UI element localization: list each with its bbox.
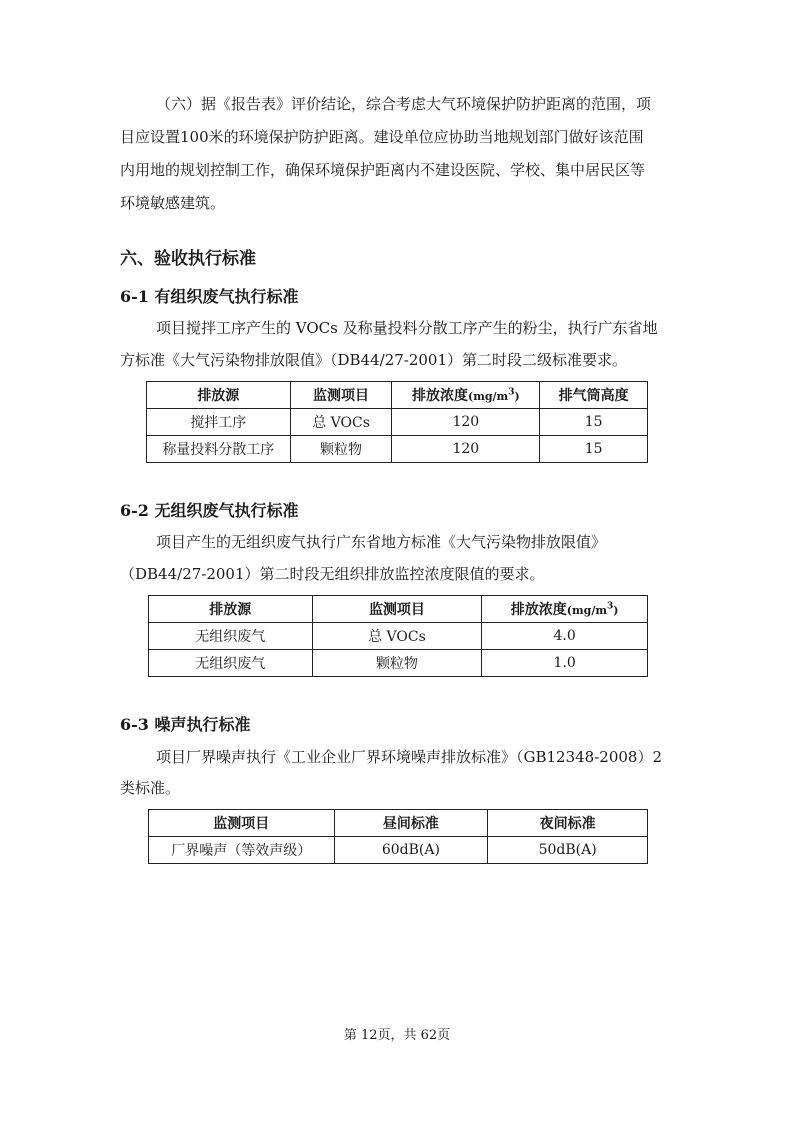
table-cell: 总 VOCs [290,409,392,436]
table-row [149,650,648,677]
unit-label: (mg/m [566,604,607,617]
page-number-footer: 第 12页，共 62页 [343,1028,451,1043]
table-cell: 15 [540,436,648,463]
table-header-row [149,810,648,837]
s61-line-2: 方标准《大气污染物排放限值》（DB44/27-2001）第二时段二级标准要求。 [120,351,628,369]
unit-close: ) [514,390,520,403]
table-cell: 1.0 [482,650,648,677]
table-cell: 120 [392,409,540,436]
s63-line-1: 项目厂界噪声执行《工业企业厂界环境噪声排放标准》（GB12348-2008）2 [156,748,663,766]
subsection-6-2-title: 6-2 无组织废气执行标准 [120,501,299,520]
unit-superscript: 3 [508,387,515,398]
s63-line-2: 类标准。 [120,779,181,797]
fugitive-emission-table [148,595,648,677]
table-header-row [149,596,648,623]
unit-label: (mg/m [467,390,509,403]
section-heading: 六、验收执行标准 [120,249,256,269]
table-header: 监测项目 [149,810,335,837]
table-cell: 120 [392,436,540,463]
table-cell: 搅拌工序 [147,409,291,436]
table-row [149,623,648,650]
s61-line-1: 项目搅拌工序产生的 VOCs 及称量投料分散工序产生的粉尘，执行广东省地 [156,319,658,337]
table-header: 监测项目 [290,382,392,409]
unit-superscript: 3 [606,601,614,612]
table-header [482,596,648,623]
table-header: 排放源 [149,596,313,623]
header-label: 排放浓度 [510,602,567,618]
table-header: 昼间标准 [334,810,488,837]
header-label: 排放浓度 [411,388,468,404]
table-header: 监测项目 [312,596,482,623]
s62-line-1: 项目产生的无组织废气执行广东省地方标准《大气污染物排放限值》 [156,533,607,551]
table-row [149,837,648,864]
table-header [392,382,540,409]
intro-line-2: 目应设置100米的环境保护防护距离。建设单位应协助当地规划部门做好该范围 [120,128,644,146]
table-header: 排气筒高度 [540,382,648,409]
subsection-6-1-title: 6-1 有组织废气执行标准 [120,287,299,306]
table-header: 夜间标准 [488,810,648,837]
table-cell: 无组织废气 [149,623,313,650]
table-cell: 4.0 [482,623,648,650]
table-cell: 60dB(A) [334,837,488,864]
subsection-6-3-title: 6-3 噪声执行标准 [120,715,251,734]
table-cell: 50dB(A) [488,837,648,864]
intro-line-1: （六）据《报告表》评价结论，综合考虑大气环境保护防护距离的范围，项 [156,95,652,113]
table-row [147,409,648,436]
table-cell: 称量投料分散工序 [147,436,291,463]
s62-line-2: （DB44/27-2001）第二时段无组织排放监控浓度限值的要求。 [120,565,545,583]
unit-close: ) [613,604,619,617]
intro-line-3: 内用地的规划控制工作，确保环境保护距离内不建设医院、学校、集中居民区等 [120,161,646,179]
noise-standard-table [148,809,648,864]
table-header-row [147,382,648,409]
table-cell: 15 [540,409,648,436]
table-cell: 颗粒物 [312,650,482,677]
table-row [147,436,648,463]
table-cell: 颗粒物 [290,436,392,463]
table-cell: 无组织废气 [149,650,313,677]
table-cell: 总 VOCs [312,623,482,650]
organized-emission-table [146,381,648,463]
intro-line-4: 环境敏感建筑。 [120,194,226,212]
table-cell: 厂界噪声（等效声级） [149,837,335,864]
table-header: 排放源 [147,382,291,409]
